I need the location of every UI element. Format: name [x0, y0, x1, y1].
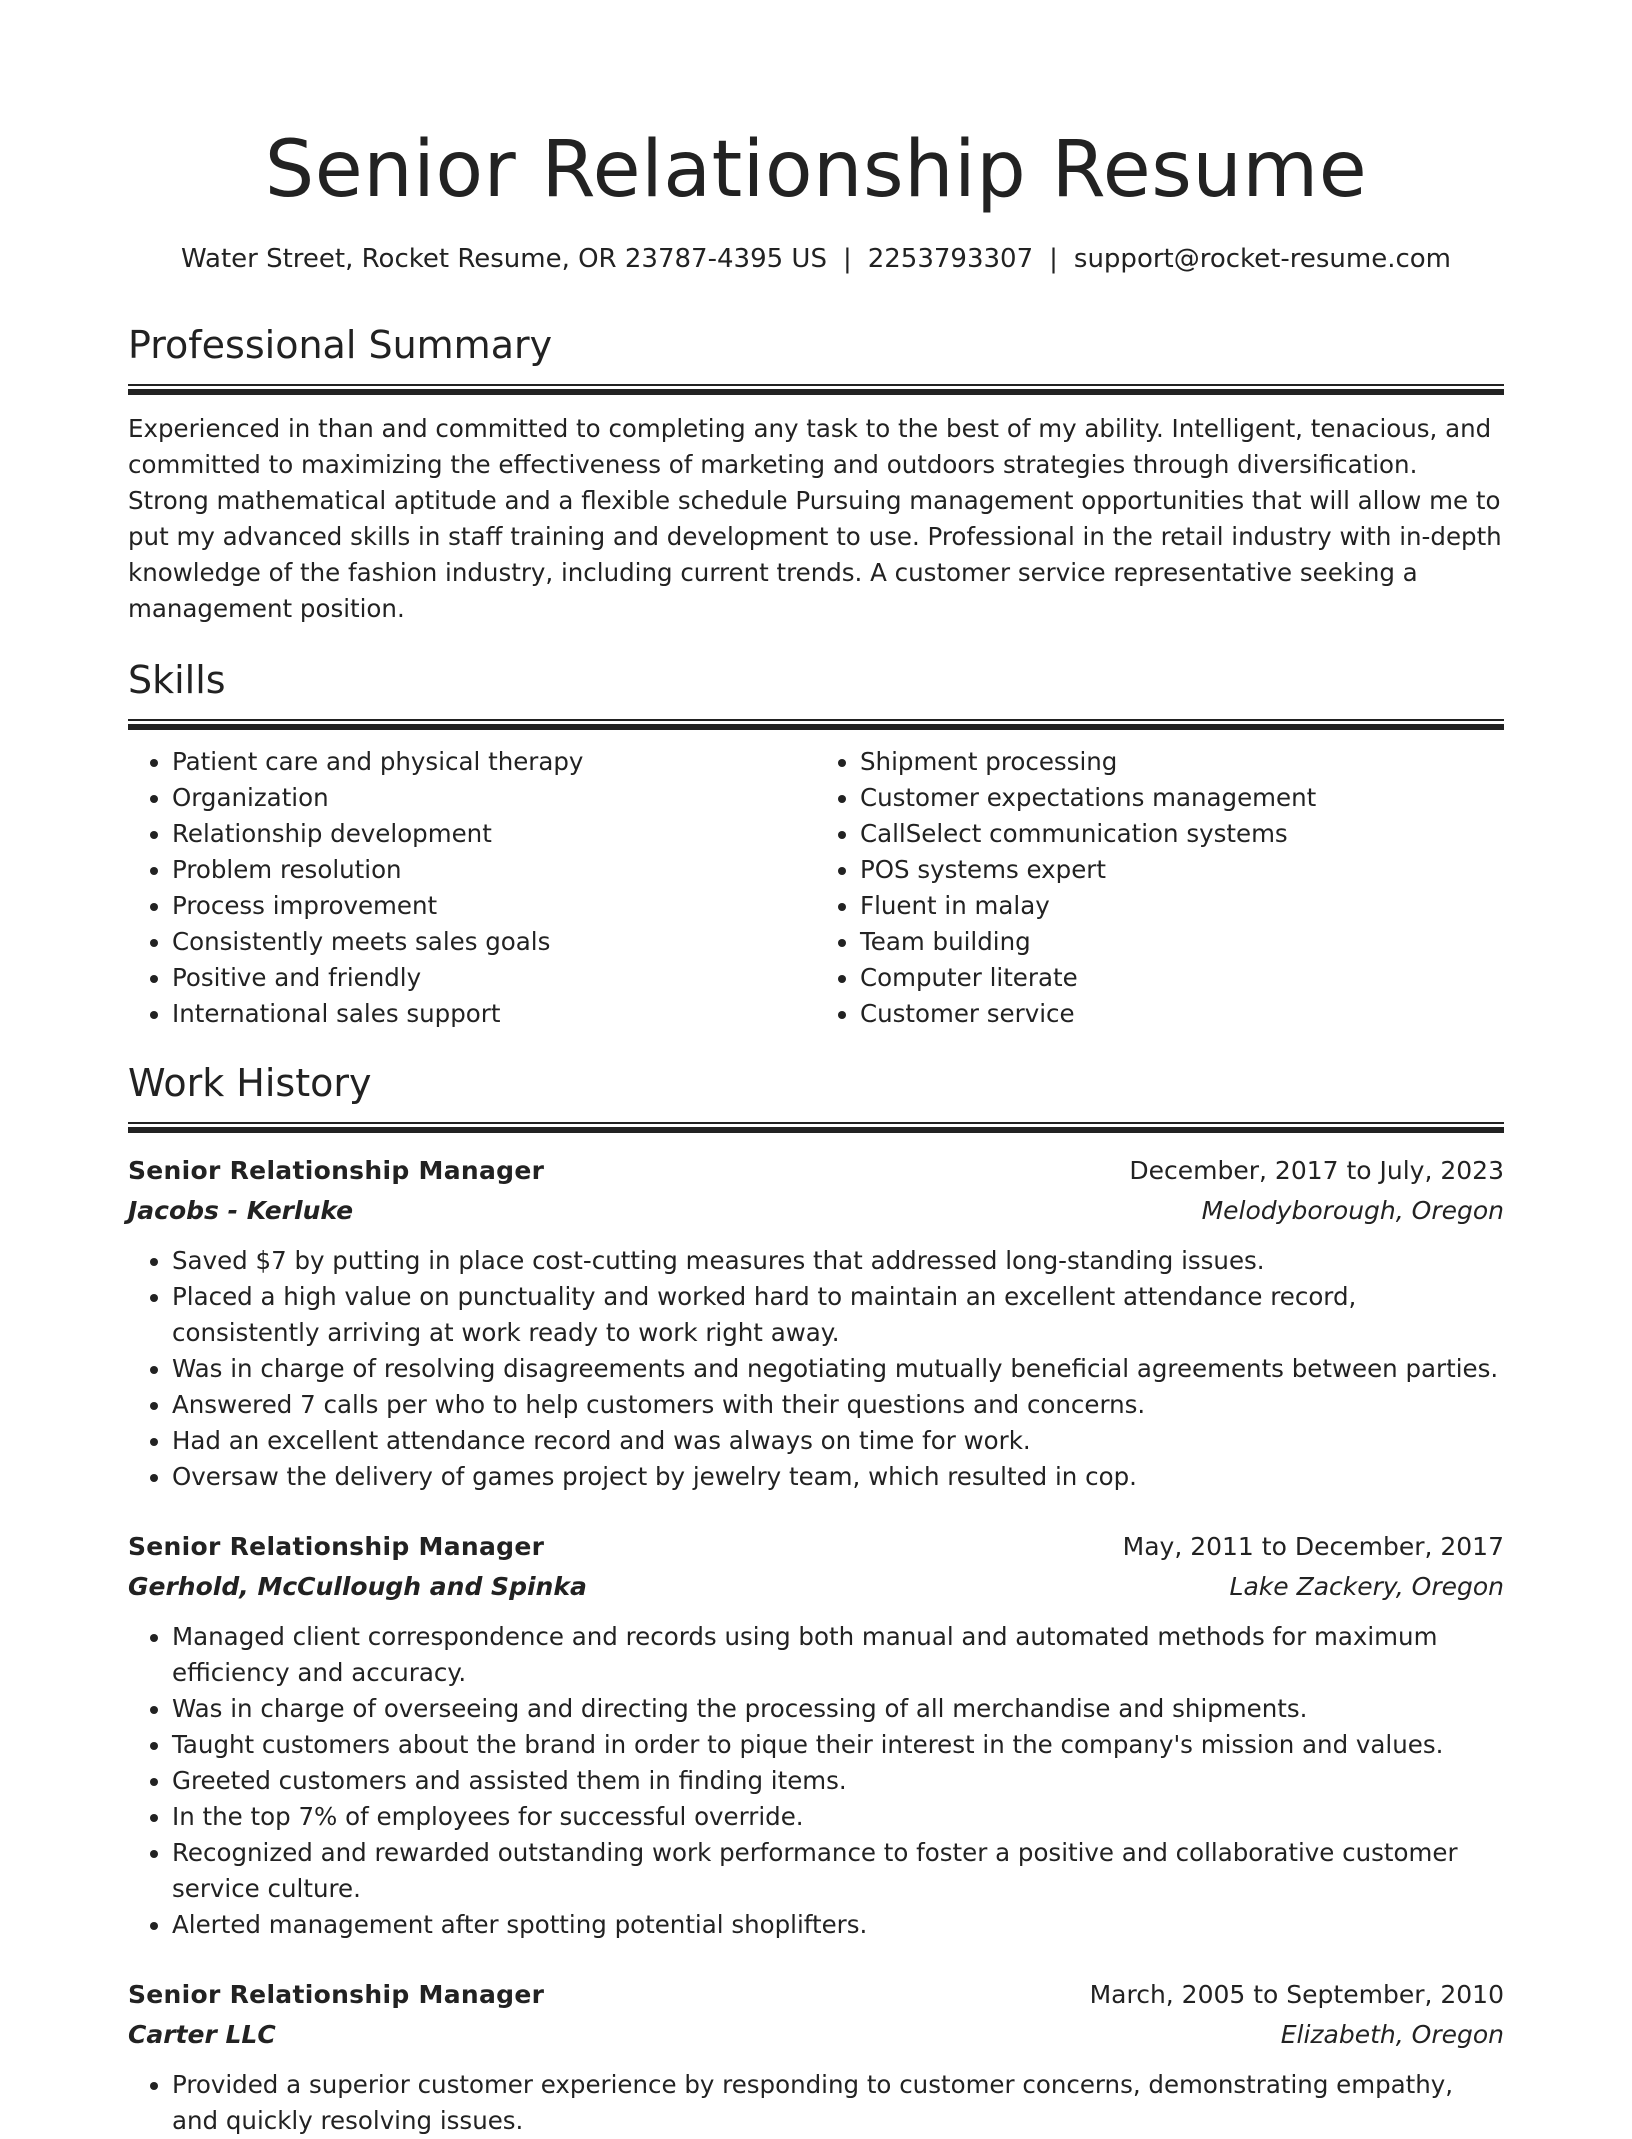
job-entry — [128, 1975, 1504, 2139]
job-bullets — [128, 2067, 1504, 2139]
section-title-skills: Skills — [128, 658, 226, 702]
job-bullet: • Saved $7 by putting in place cost-cutting measures that addressed long-standing issues. — [172, 1243, 1504, 1279]
skill-item: • International sales support — [172, 996, 816, 1032]
job-bullet: • Answered 7 calls per who to help customers with their questions and concerns. — [172, 1387, 1504, 1423]
job-entry — [128, 1151, 1504, 1495]
skill-item: • Fluent in malay — [860, 888, 1504, 924]
skill-item: • Problem resolution — [172, 852, 816, 888]
section-divider — [128, 384, 1504, 395]
contact-email: support@rocket-resume.com — [1073, 244, 1452, 274]
skills-section — [128, 657, 1504, 1032]
section-divider — [128, 719, 1504, 730]
summary-section — [128, 322, 1504, 627]
work-history-section — [128, 1060, 1504, 2139]
skills-columns — [128, 744, 1504, 1032]
job-dates: May, 2011 to December, 2017 — [1122, 1532, 1504, 1561]
job-header-row — [128, 1151, 1504, 1191]
job-bullets — [128, 1619, 1504, 1943]
job-header-row — [128, 1975, 1504, 2015]
job-bullet: • Greeted customers and assisted them in finding items. — [172, 1763, 1504, 1799]
job-title: Senior Relationship Manager — [128, 1156, 545, 1185]
skill-item: • Customer service — [860, 996, 1504, 1032]
skills-list-left — [128, 744, 816, 1032]
resume-title: Senior Relationship Resume — [264, 125, 1368, 215]
job-bullet: • Managed client correspondence and records using both manual and automated methods for maximum efficiency and accuracy. — [172, 1619, 1504, 1691]
job-dates: December, 2017 to July, 2023 — [1129, 1156, 1504, 1185]
job-company-row — [128, 1567, 1504, 1607]
skill-item: • Consistently meets sales goals — [172, 924, 816, 960]
contact-separator: | — [1049, 244, 1058, 274]
skill-item: • Process improvement — [172, 888, 816, 924]
job-bullet: • Provided a superior customer experience by responding to customer concerns, demonstrating empathy, and quickly resolving issues. — [172, 2067, 1504, 2139]
skill-item: • Customer expectations management — [860, 780, 1504, 816]
job-bullet: • Taught customers about the brand in order to pique their interest in the company's mission and values. — [172, 1727, 1504, 1763]
job-header-row — [128, 1527, 1504, 1567]
skill-item: • CallSelect communication systems — [860, 816, 1504, 852]
contact-address: Water Street, Rocket Resume, OR 23787-4395 US — [180, 244, 827, 274]
job-bullet: • Was in charge of resolving disagreements and negotiating mutually beneficial agreements between parties. — [172, 1351, 1504, 1387]
job-location: Elizabeth, Oregon — [1280, 2020, 1504, 2049]
job-company-row — [128, 1191, 1504, 1231]
job-title: Senior Relationship Manager — [128, 1532, 545, 1561]
section-divider — [128, 1122, 1504, 1133]
summary-text: Experienced in than and committed to completing any task to the best of my ability. Intelligent, tenacious, and committed to maximizing the effectiveness of marketing and outdoors strategies through diversification. Strong mathematical aptitude and a flexible schedule Pursuing management opportunities that will allow me to put my advanced skills in staff training and development to use. Professional in the retail industry with in-depth knowledge of the fashion industry, including current trends. A customer service representative seeking a management position. — [128, 414, 1502, 623]
job-bullet: • Was in charge of overseeing and directing the processing of all merchandise and shipments. — [172, 1691, 1504, 1727]
job-bullet: • Oversaw the delivery of games project by jewelry team, which resulted in cop. — [172, 1459, 1504, 1495]
section-title-work-history: Work History — [128, 1061, 372, 1105]
contact-line — [128, 242, 1504, 276]
contact-separator: | — [842, 244, 852, 274]
job-bullet: • Placed a high value on punctuality and worked hard to maintain an excellent attendance record, consistently arriving at work ready to work right away. — [172, 1279, 1504, 1351]
job-title: Senior Relationship Manager — [128, 1980, 545, 2009]
job-company: Jacobs - Kerluke — [128, 1196, 354, 1225]
skill-item: • Patient care and physical therapy — [172, 744, 816, 780]
job-company: Gerhold, McCullough and Spinka — [128, 1572, 587, 1601]
job-company: Carter LLC — [128, 2020, 276, 2049]
job-bullet: • In the top 7% of employees for successful override. — [172, 1799, 1504, 1835]
job-location: Melodyborough, Oregon — [1201, 1196, 1504, 1225]
job-entry — [128, 1527, 1504, 1943]
skill-item: • Computer literate — [860, 960, 1504, 996]
job-bullets — [128, 1243, 1504, 1495]
job-bullet: • Alerted management after spotting potential shoplifters. — [172, 1907, 1504, 1943]
skill-item: • POS systems expert — [860, 852, 1504, 888]
skill-item: • Team building — [860, 924, 1504, 960]
skills-list-right — [816, 744, 1504, 1032]
skill-item: • Positive and friendly — [172, 960, 816, 996]
skill-item: • Organization — [172, 780, 816, 816]
job-location: Lake Zackery, Oregon — [1229, 1572, 1504, 1601]
job-dates: March, 2005 to September, 2010 — [1089, 1980, 1504, 2009]
skill-item: • Shipment processing — [860, 744, 1504, 780]
job-bullet: • Recognized and rewarded outstanding work performance to foster a positive and collaborative customer service culture. — [172, 1835, 1504, 1907]
contact-phone: 2253793307 — [867, 244, 1034, 274]
job-bullet: • Had an excellent attendance record and was always on time for work. — [172, 1423, 1504, 1459]
section-title-summary: Professional Summary — [128, 323, 553, 367]
job-company-row — [128, 2015, 1504, 2055]
skill-item: • Relationship development — [172, 816, 816, 852]
